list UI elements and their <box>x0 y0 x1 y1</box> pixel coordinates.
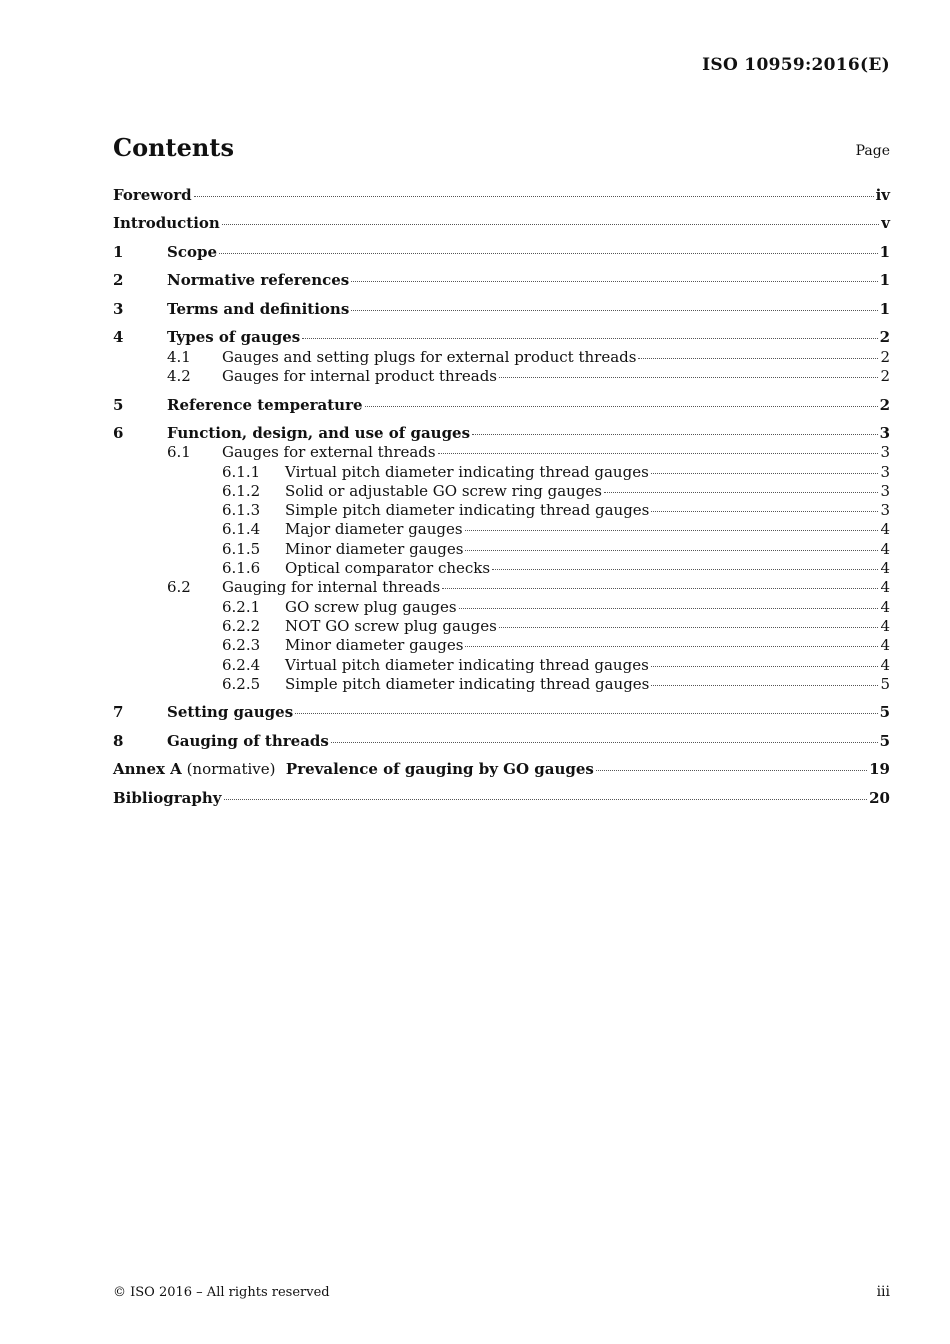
toc-entry-number: 6.1.4 <box>222 520 261 539</box>
toc-entry[interactable] <box>113 348 890 367</box>
toc-entry-number: 8 <box>113 731 124 750</box>
toc-entry-title: Major diameter gauges <box>285 520 463 539</box>
toc-entry-title: Gauges for external threads <box>222 443 436 462</box>
toc-entry[interactable] <box>113 424 890 443</box>
toc-entry-title: Bibliography <box>113 788 222 807</box>
toc-entry-page: 4 <box>880 578 890 597</box>
toc-entry[interactable] <box>113 540 890 559</box>
dot-leader <box>219 253 878 254</box>
dot-leader <box>351 310 877 311</box>
copyright-notice: © ISO 2016 – All rights reserved <box>113 1285 330 1300</box>
toc-entry-number: 6.2.5 <box>222 674 261 693</box>
toc-entry-number: 6.2.4 <box>222 655 261 674</box>
toc-entry[interactable] <box>113 617 890 636</box>
toc-entry-page: 2 <box>880 347 890 366</box>
toc-entry-page: 3 <box>880 443 890 462</box>
toc-entry-title: Scope <box>167 242 218 261</box>
toc-entry-page: 4 <box>880 636 890 655</box>
toc-entry-number: 6.1.3 <box>222 501 261 520</box>
dot-leader <box>194 196 874 197</box>
toc-entry-page: 1 <box>879 242 890 261</box>
dot-leader <box>459 608 879 609</box>
toc-entry-page: 20 <box>869 788 890 807</box>
toc-entry[interactable] <box>113 732 890 751</box>
toc-entry-page: 4 <box>880 655 890 674</box>
toc-entry-number: 1 <box>113 242 124 261</box>
toc-entry[interactable] <box>113 636 890 655</box>
toc-entry[interactable] <box>113 367 890 386</box>
dot-leader <box>465 530 879 531</box>
toc-entry-title: Gauges and setting plugs for external product threads <box>222 347 637 366</box>
dot-leader <box>651 685 878 686</box>
toc-entry-title: GO screw plug gauges <box>285 597 457 616</box>
toc-entry-number: 6.2 <box>167 578 191 597</box>
dot-leader <box>331 742 878 743</box>
toc-entry-page: 5 <box>879 731 890 750</box>
toc-entry-title: Optical comparator checks <box>285 559 491 578</box>
toc-entry-page: 3 <box>880 481 890 500</box>
toc-entry-number: 2 <box>113 271 124 290</box>
toc-entry-page: 3 <box>880 462 890 481</box>
toc-entry-page: v <box>881 214 890 233</box>
dot-leader <box>651 511 878 512</box>
toc-entry-title: NOT GO screw plug gauges <box>285 616 497 635</box>
toc-entry-page: 4 <box>880 539 890 558</box>
toc-entry-number: 7 <box>113 703 124 722</box>
toc-entry-number: 3 <box>113 299 124 318</box>
dot-leader <box>224 799 868 800</box>
dot-leader <box>499 627 879 628</box>
toc-entry-title: Setting gauges <box>167 703 294 722</box>
toc-entry-number: 6.2.2 <box>222 616 261 635</box>
toc-entry-page: 5 <box>879 703 890 722</box>
toc-entry-page: 2 <box>879 328 890 347</box>
page-number: iii <box>876 1284 890 1300</box>
toc-entry-title: Minor diameter gauges <box>285 539 464 558</box>
toc-entry-title: Solid or adjustable GO screw ring gauges <box>285 481 602 500</box>
toc-entry-number: 6.1 <box>167 443 191 462</box>
dot-leader <box>651 666 879 667</box>
toc-entry-title: Introduction <box>113 214 220 233</box>
toc-entry-title: Minor diameter gauges <box>285 636 464 655</box>
toc-entry-page: 3 <box>879 423 890 442</box>
toc-entry[interactable] <box>113 243 890 262</box>
toc-entry[interactable] <box>113 482 890 501</box>
toc-entry[interactable] <box>113 789 890 808</box>
dot-leader <box>295 713 877 714</box>
toc-entry[interactable] <box>113 214 890 233</box>
toc-entry-page: 2 <box>880 367 890 386</box>
toc-entry-number: 6.1.6 <box>222 559 261 578</box>
toc-entry-page: 4 <box>880 616 890 635</box>
toc-entry-page: 4 <box>880 597 890 616</box>
toc-entry-title: Annex A (normative) Prevalence of gauging by GO gauges <box>113 760 594 779</box>
toc-entry-title: Reference temperature <box>167 395 363 414</box>
toc-entry[interactable] <box>113 396 890 415</box>
table-of-contents <box>113 186 890 808</box>
dot-leader <box>365 406 878 407</box>
toc-entry-number: 6.1.1 <box>222 462 261 481</box>
dot-leader <box>465 550 878 551</box>
toc-entry[interactable] <box>113 760 890 779</box>
toc-entry[interactable] <box>113 703 890 722</box>
toc-entry[interactable] <box>113 559 890 578</box>
dot-leader <box>438 453 879 454</box>
contents-heading: Contents <box>113 133 234 162</box>
dot-leader <box>604 492 878 493</box>
toc-entry-page: 3 <box>880 501 890 520</box>
dot-leader <box>499 377 878 378</box>
toc-entry-page: 2 <box>879 395 890 414</box>
toc-entry-page: iv <box>875 186 890 204</box>
toc-entry-page: 5 <box>880 674 890 693</box>
toc-entry[interactable] <box>113 300 890 319</box>
toc-entry-number: 6.1.5 <box>222 539 261 558</box>
toc-entry-page: 1 <box>879 299 890 318</box>
toc-entry-page: 4 <box>880 559 890 578</box>
dot-leader <box>351 281 877 282</box>
toc-entry-title: Types of gauges <box>167 328 301 347</box>
toc-entry[interactable] <box>113 520 890 539</box>
document-id: ISO 10959:2016(E) <box>702 55 890 75</box>
toc-entry[interactable] <box>113 656 890 675</box>
toc-entry[interactable] <box>113 598 890 617</box>
toc-entry-page: 1 <box>879 271 890 290</box>
toc-entry-number: 6.1.2 <box>222 481 261 500</box>
toc-entry-number: 6.2.3 <box>222 636 261 655</box>
toc-entry-title: Gauging of threads <box>167 731 329 750</box>
toc-entry[interactable] <box>113 186 890 205</box>
toc-entry-number: 6.2.1 <box>222 597 261 616</box>
toc-entry-title: Foreword <box>113 186 192 204</box>
toc-entry[interactable] <box>113 463 890 482</box>
toc-entry-number: 6 <box>113 423 124 442</box>
dot-leader <box>465 646 878 647</box>
toc-entry[interactable] <box>113 271 890 290</box>
toc-entry-page: 19 <box>869 760 890 779</box>
toc-entry-title: Gauges for internal product threads <box>222 367 497 386</box>
toc-entry[interactable] <box>113 578 890 597</box>
toc-entry-title: Virtual pitch diameter indicating thread gauges <box>285 462 649 481</box>
toc-entry-title: Gauging for internal threads <box>222 578 441 597</box>
toc-entry-title: Virtual pitch diameter indicating thread gauges <box>285 655 649 674</box>
toc-entry[interactable] <box>113 443 890 462</box>
toc-entry-title: Function, design, and use of gauges <box>167 423 471 442</box>
toc-entry[interactable] <box>113 675 890 694</box>
dot-leader <box>638 358 878 359</box>
page-column-label: Page <box>855 143 890 159</box>
toc-entry[interactable] <box>113 328 890 347</box>
toc-entry-title: Terms and definitions <box>167 299 350 318</box>
toc-entry-page: 4 <box>880 520 890 539</box>
toc-entry-number: 4.2 <box>167 367 191 386</box>
toc-entry-title: Simple pitch diameter indicating thread gauges <box>285 674 650 693</box>
toc-entry[interactable] <box>113 501 890 520</box>
toc-entry-title: Simple pitch diameter indicating thread gauges <box>285 501 650 520</box>
dot-leader <box>472 434 878 435</box>
dot-leader <box>222 224 879 225</box>
toc-entry-number: 4 <box>113 328 124 347</box>
dot-leader <box>302 338 877 339</box>
toc-entry-number: 4.1 <box>167 347 191 366</box>
dot-leader <box>492 569 878 570</box>
toc-entry-title: Normative references <box>167 271 350 290</box>
dot-leader <box>442 588 878 589</box>
dot-leader <box>596 770 867 771</box>
dot-leader <box>651 473 879 474</box>
toc-entry-number: 5 <box>113 395 124 414</box>
